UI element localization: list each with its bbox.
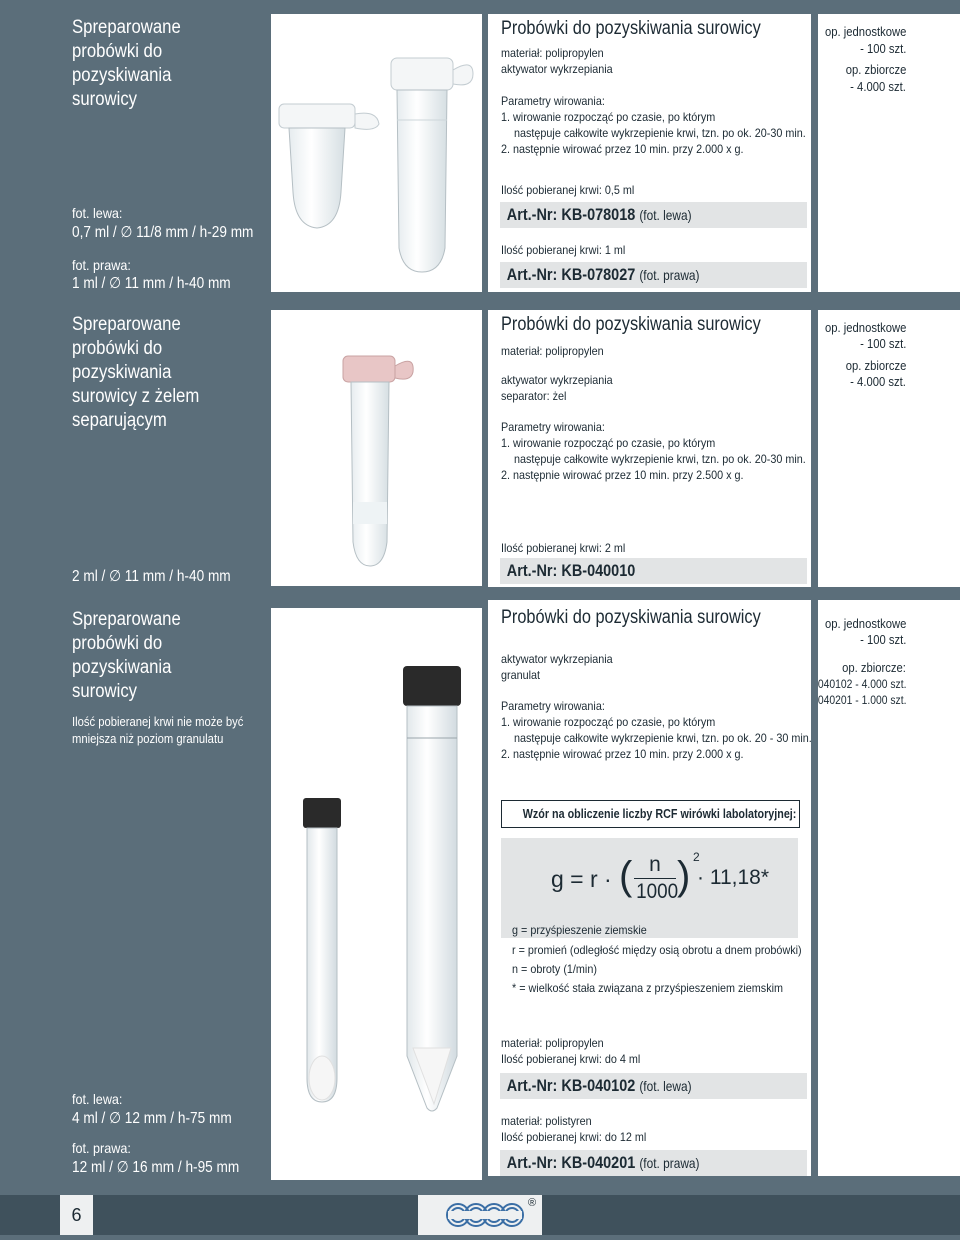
photo-ref: (fot. lewa) (639, 1078, 692, 1094)
pack-unit-qty: - 100 szt. (859, 337, 906, 351)
section3-note: Ilość pobieranej krwi nie może być mniejsza niż poziom granulatu (72, 715, 244, 746)
pack-bulk-qty-1: 040102 - 4.000 szt. (817, 679, 906, 691)
section2-photo (271, 310, 482, 586)
section2-art-bar (500, 558, 807, 584)
art-number: Art.-Nr: KB-040201 (506, 1153, 636, 1172)
formula-heading-box (501, 800, 800, 828)
section1-dim-right-value: 1 ml / ∅ 11 mm / h-40 mm (72, 275, 231, 292)
section3-blood-volume-1: Ilość pobieranej krwi: do 4 ml (501, 1052, 641, 1066)
legend-n: n = obroty (1/min) (512, 962, 597, 976)
section3-dim-right-label: fot. prawa: (72, 1140, 131, 1156)
legend-g: g = przyśpieszenie ziemskie (512, 923, 647, 937)
section1-art-bar-1 (500, 202, 807, 228)
page-number-box (60, 1195, 93, 1235)
page-number: 6 (71, 1205, 82, 1225)
section1-photo (271, 14, 482, 292)
section3-product-title: Probówki do pozyskiwania surowicy (501, 607, 761, 628)
pack-unit-label: op. jednostkowe (824, 617, 906, 631)
formula-paren-close: ) (677, 854, 691, 898)
logo-box (418, 1195, 542, 1235)
pack-bulk-qty: - 4.000 szt. (850, 375, 906, 389)
art-number: Art.-Nr: KB-040010 (506, 561, 636, 580)
section3-params-heading: Parametry wirowania: (501, 699, 605, 713)
section3-art-bar-1 (500, 1073, 807, 1099)
section2-spec-separator: separator: żel (501, 389, 567, 403)
granulate-tubes-image (271, 608, 482, 1180)
section2-pack-box (818, 310, 960, 587)
pack-bulk-label: op. zbiorcze (845, 359, 906, 373)
art-number: Art.-Nr: KB-040102 (506, 1076, 636, 1095)
legend-star: * = wielkość stała związana z przyśpieszeniem ziemskim (512, 981, 783, 995)
section1-param-2: 2. następnie wirować przez 10 min. przy 2.000 x g. (501, 142, 744, 156)
photo-ref: (fot. prawa) (639, 1155, 700, 1171)
section3-art-bar-2 (500, 1150, 807, 1176)
art-number: Art.-Nr: KB-078027 (506, 265, 636, 284)
section3-dim-left-label: fot. lewa: (72, 1091, 123, 1107)
section2-left-title: Spreparowane probówki do pozyskiwania surowicy z żelem separującym (72, 314, 200, 431)
section3-param-1b: następuje całkowite wykrzepienie krwi, tzn. po ok. 20 - 30 min. (514, 731, 812, 745)
section3-pack-box (818, 600, 960, 1176)
pack-bulk-label: op. zbiorcze (845, 63, 906, 77)
section1-params-heading: Parametry wirowania: (501, 94, 605, 108)
formula-exponent: 2 (693, 850, 700, 864)
section1-left-title: Spreparowane probówki do pozyskiwania surowicy (72, 17, 181, 110)
section2-dim: 2 ml / ∅ 11 mm / h-40 mm (72, 568, 231, 585)
section2-spec-activator: aktywator wykrzepiania (501, 373, 613, 387)
section2-spec-material: materiał: polipropylen (501, 344, 604, 358)
section2-info-box (488, 310, 811, 531)
section1-dim-left-label: fot. lewa: (72, 205, 123, 221)
section3-dim-left-value: 4 ml / ∅ 12 mm / h-75 mm (72, 1110, 232, 1127)
section1-pack-box (818, 14, 960, 292)
section3-left-title: Spreparowane probówki do pozyskiwania surowicy (72, 609, 181, 702)
pack-bulk-qty-2: 040201 - 1.000 szt. (817, 695, 906, 707)
section1-blood-volume-1: Ilość pobieranej krwi: 0,5 ml (501, 183, 635, 197)
section2-param-2: 2. następnie wirować przez 10 min. przy 2.500 x g. (501, 468, 744, 482)
section3-param-1: 1. wirowanie rozpocząć po czasie, po którym (501, 715, 716, 729)
formula-lhs: g = r · (551, 866, 612, 892)
section3-material-2: materiał: polistyren (501, 1114, 592, 1128)
section1-product-title: Probówki do pozyskiwania surowicy (501, 18, 761, 39)
section3-photo (271, 608, 482, 1180)
photo-ref: (fot. lewa) (639, 207, 692, 223)
section1-art-bar-2 (500, 262, 807, 288)
cedo-logo (418, 1195, 542, 1235)
formula-rhs: · 11,18* (697, 866, 769, 889)
pack-unit-label: op. jednostkowe (824, 321, 906, 335)
section2-params-heading: Parametry wirowania: (501, 420, 605, 434)
pack-unit-qty: - 100 szt. (859, 42, 906, 56)
formula-heading: Wzór na obliczenie liczby RCF wirówki labolatoryjnej: (522, 807, 797, 821)
section1-dim-left-value: 0,7 ml / ∅ 11/8 mm / h-29 mm (72, 224, 254, 241)
section3-spec-granulate: granulat (501, 668, 541, 682)
section2-param-1: 1. wirowanie rozpocząć po czasie, po którym (501, 436, 716, 450)
section1-param-1b: następuje całkowite wykrzepienie krwi, tzn. po ok. 20-30 min. (514, 126, 806, 140)
pack-bulk-qty: - 4.000 szt. (850, 80, 906, 94)
pack-unit-qty: - 100 szt. (859, 633, 906, 647)
formula-denominator: 1000 (636, 880, 679, 903)
registered-mark: ® (528, 1197, 537, 1209)
legend-r: r = promień (odległość między osią obrotu a dnem probówki) (512, 943, 802, 957)
section3-blood-volume-2: Ilość pobieranej krwi: do 12 ml (501, 1130, 647, 1144)
art-number: Art.-Nr: KB-078018 (506, 205, 636, 224)
section3-spec-activator: aktywator wykrzepiania (501, 652, 613, 666)
section1-spec-activator: aktywator wykrzepiania (501, 62, 613, 76)
section3-param-2: 2. następnie wirować przez 10 min. przy 2.000 x g. (501, 747, 744, 761)
section3-dim-right-value: 12 ml / ∅ 16 mm / h-95 mm (72, 1159, 240, 1176)
section1-blood-volume-2: Ilość pobieranej krwi: 1 ml (501, 243, 626, 257)
section2-param-1b: następuje całkowite wykrzepienie krwi, tzn. po ok. 20-30 min. (514, 452, 806, 466)
photo-ref: (fot. prawa) (639, 267, 700, 283)
pack-bulk-label: op. zbiorcze: (842, 661, 906, 675)
section2-blood-volume: Ilość pobieranej krwi: 2 ml (501, 541, 626, 555)
section1-dim-right-label: fot. prawa: (72, 257, 131, 273)
formula-paren-open: ( (619, 854, 633, 898)
tube-pair-image (271, 14, 482, 292)
section1-info-box (488, 14, 811, 178)
gel-tube-image (271, 310, 482, 586)
section2-product-title: Probówki do pozyskiwania surowicy (501, 314, 761, 335)
section1-param-1: 1. wirowanie rozpocząć po czasie, po którym (501, 110, 716, 124)
formula-numerator: n (634, 852, 676, 879)
section3-material-1: materiał: polipropylen (501, 1036, 604, 1050)
pack-unit-label: op. jednostkowe (824, 25, 906, 39)
section1-spec-material: materiał: polipropylen (501, 46, 604, 60)
